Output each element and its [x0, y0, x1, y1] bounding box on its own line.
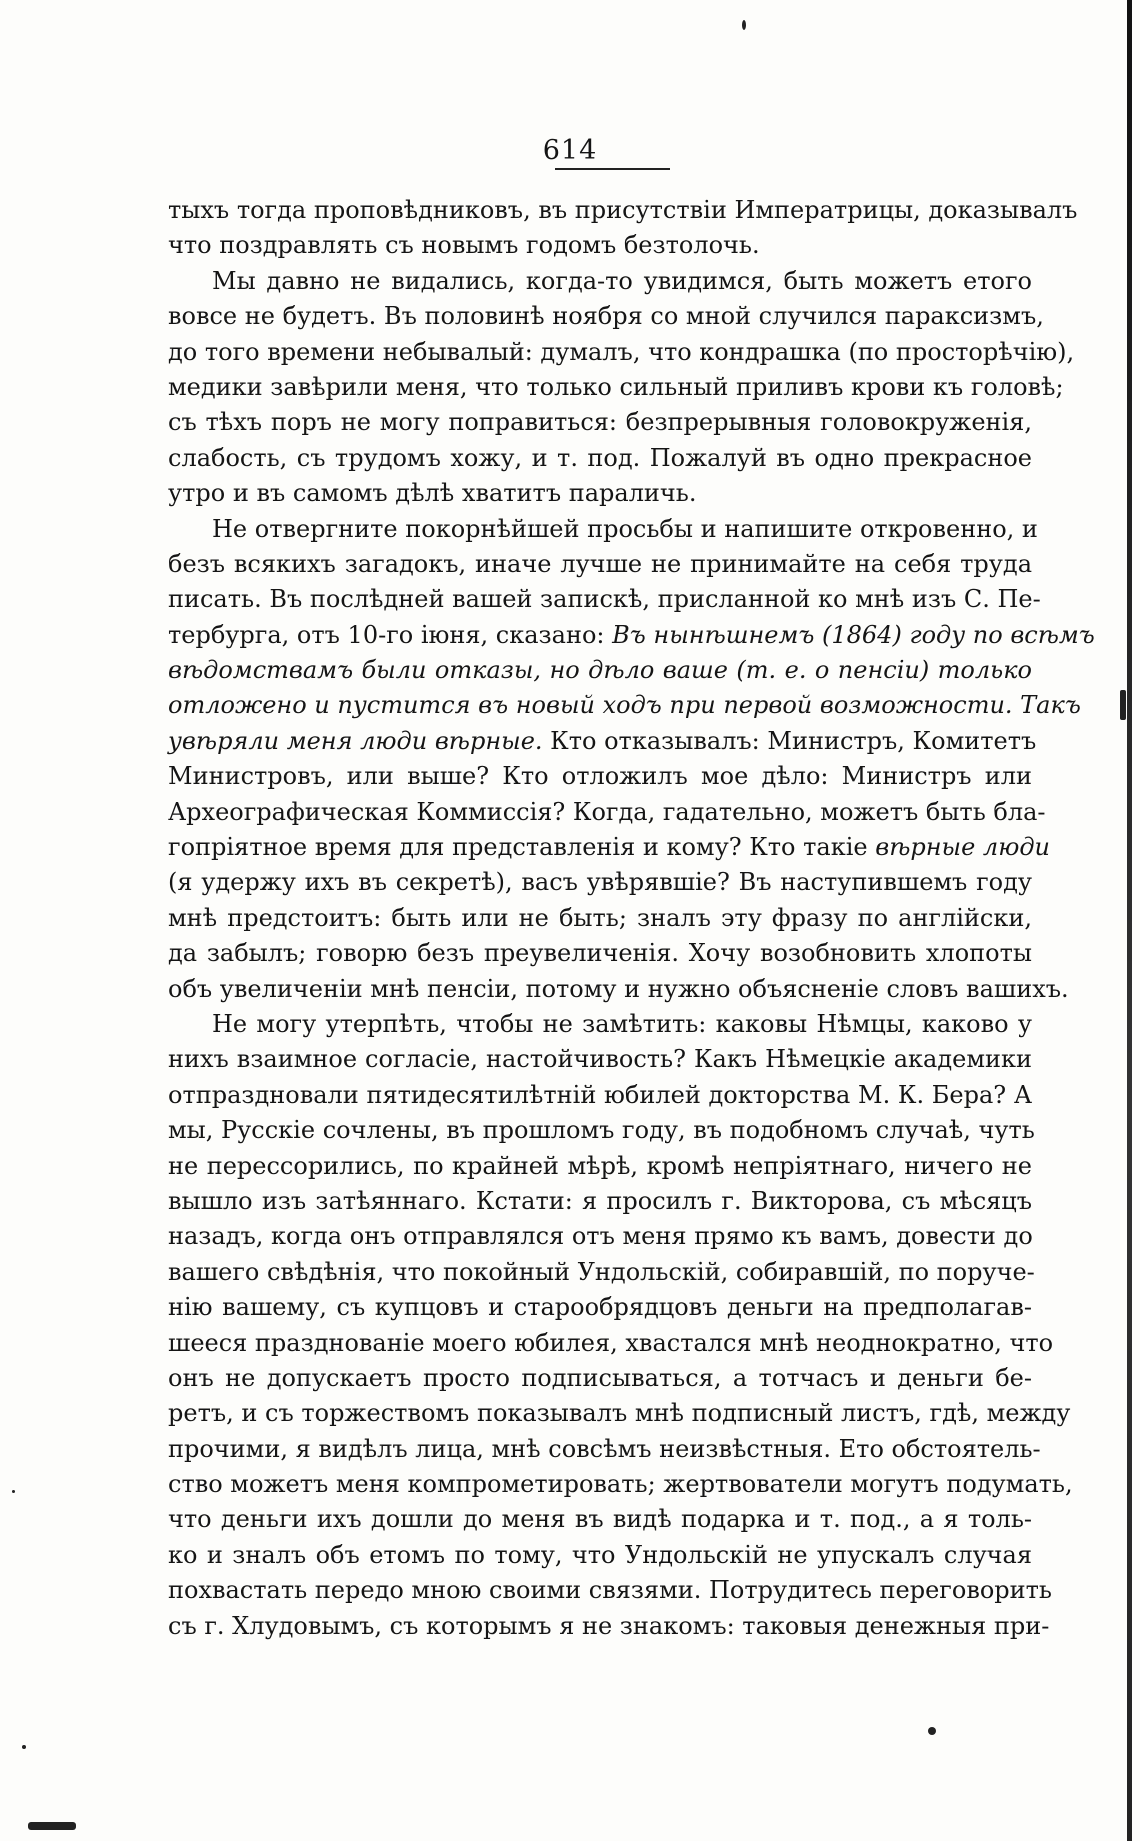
line-text: медики завѣрили меня, что только сильный приливъ крови къ головѣ;: [168, 372, 1064, 401]
line-italic-text: отложено и пустится въ новый ходъ при первой возможности. Такъ: [168, 691, 1081, 720]
line-text: ко и зналъ объ етомъ по тому, что Ундольскій не упускалъ случая: [168, 1540, 1032, 1569]
text-line: [168, 688, 1081, 723]
line-text: что поздравлять съ новымъ годомъ безтолочь.: [168, 231, 760, 260]
text-line: [168, 1326, 1054, 1361]
line-text: до того времени небывалый: думалъ, что кондрашка (по просторѣчію),: [168, 337, 1075, 366]
ink-smudge: [28, 1822, 76, 1830]
line-text: писать. Въ послѣдней вашей запискѣ, присланной ко мнѣ изъ С. Пе-: [168, 585, 1041, 614]
line-text: нихъ взаимное согласіе, настойчивость? Какъ Нѣмецкіе академики: [168, 1045, 1032, 1074]
line-text: Мы давно не видались, когда-то увидимся, быть можетъ етого: [212, 266, 1032, 295]
line-italic-text: вѣрные люди: [875, 833, 1051, 862]
line-text: похвастать передо мною своими связями. Потрудитесь переговорить: [168, 1576, 1052, 1605]
line-text: тыхъ тогда проповѣдниковъ, въ присутствіи Императрицы, доказывалъ: [168, 196, 1078, 224]
text-line: [168, 264, 1032, 299]
ink-speck: [1120, 690, 1126, 720]
text-line: [168, 335, 1075, 370]
text-line: [168, 1573, 1052, 1608]
text-line: [168, 1467, 1073, 1502]
line-text: Не отвергните покорнѣйшей просьбы и напишите откровенно, и: [212, 514, 1038, 543]
line-text: Министровъ, или выше? Кто отложилъ мое дѣло: Министръ или: [168, 762, 1032, 791]
text-line: [168, 618, 1095, 653]
text-line: [168, 1290, 1032, 1325]
text-line: [168, 1432, 1041, 1467]
line-text: вовсе не будетъ. Въ половинѣ ноября со мной случился параксизмъ,: [168, 302, 1044, 331]
ink-speck: [12, 1490, 15, 1493]
line-italic-text: Въ нынѣшнемъ (1864) году по всѣмъ: [612, 620, 1095, 649]
text-line: [168, 1078, 1032, 1113]
line-text: прочими, я видѣлъ лица, мнѣ совсѣмъ неизвѣстныя. Ето обстоятель-: [168, 1434, 1041, 1463]
ink-speck: [928, 1727, 936, 1735]
line-text: Археографическая Коммиссія? Когда, гадательно, можетъ быть бла-: [168, 797, 1046, 826]
line-text: нію вашему, съ купцовъ и старообрядцовъ деньги на предполагав-: [168, 1293, 1032, 1322]
text-line: [168, 936, 1032, 971]
text-line: [168, 405, 1032, 440]
line-text: объ увеличеніи мнѣ пенсіи, потому и нужно объясненіе словъ вашихъ.: [168, 974, 1069, 1003]
text-line: [168, 901, 1032, 936]
line-text: ство можетъ меня компрометировать; жертвователи могутъ подумать,: [168, 1470, 1073, 1499]
line-text: отпраздновали пятидесятилѣтній юбилей докторства М. К. Бера? А: [168, 1080, 1032, 1109]
line-text: шееся празднованіе моего юбилея, хвастался мнѣ неоднократно, что: [168, 1328, 1054, 1357]
text-line: [168, 1361, 1032, 1396]
body-text: [168, 193, 1095, 1644]
page-binding-edge: [1127, 0, 1132, 1841]
line-text: (я удержу ихъ въ секретѣ), васъ увѣрявшіе? Въ наступившемъ году: [168, 868, 1032, 897]
text-line: [168, 759, 1032, 794]
line-text: не перессорились, по крайней мѣрѣ, кромѣ непріятнаго, ничего не: [168, 1151, 1032, 1180]
text-line: [168, 547, 1032, 582]
line-text: тербурга, отъ 10-го іюня, сказано:: [168, 620, 605, 649]
text-line: [168, 1502, 1032, 1537]
text-line: [168, 441, 1032, 476]
line-text: съ г. Хлудовымъ, съ которымъ я не знакомъ: таковыя денежныя при-: [168, 1611, 1050, 1640]
text-line: [168, 1219, 1032, 1254]
text-line: [168, 1538, 1032, 1573]
text-line: [168, 582, 1041, 617]
text-line: [168, 1007, 1032, 1042]
text-line: [168, 228, 1032, 263]
line-text: безъ всякихъ загадокъ, иначе лучше не принимайте на себя труда: [168, 549, 1032, 578]
text-line: [168, 830, 1051, 865]
text-line: [168, 653, 1032, 688]
text-line: [168, 1609, 1050, 1644]
text-line: [168, 370, 1064, 405]
text-line: [168, 1184, 1032, 1219]
line-text: гопріятное время для представленія и кому? Кто такіе: [168, 833, 868, 862]
line-text: мы, Русскіе сочлены, въ прошломъ году, въ подобномъ случаѣ, чуть: [168, 1116, 1035, 1145]
line-italic-text: вѣдомствамъ были отказы, но дѣло ваше (т. е. о пенсіи) только: [168, 656, 1032, 685]
text-line: [168, 512, 1038, 547]
line-text: вашего свѣдѣнія, что покойный Ундольскій, собиравшій, по поруче-: [168, 1257, 1035, 1286]
line-text: назадъ, когда онъ отправлялся отъ меня прямо къ вамъ, довести до: [168, 1222, 1033, 1251]
line-text: Кто отказывалъ: Министръ, Комитетъ: [550, 726, 1037, 755]
text-line: [168, 1042, 1032, 1077]
text-line: [168, 1113, 1035, 1148]
text-line: [168, 1149, 1032, 1184]
page-number-rule: [555, 168, 670, 170]
text-line: [168, 865, 1032, 900]
line-text: вышло изъ затѣяннаго. Кстати: я просилъ г. Викторова, съ мѣсяцъ: [168, 1186, 1032, 1215]
text-line: [168, 299, 1044, 334]
text-line: [168, 972, 1069, 1007]
page-number: 614: [542, 135, 598, 166]
line-text: слабость, съ трудомъ хожу, и т. под. Пожалуй въ одно прекрасное: [168, 443, 1032, 472]
line-text: мнѣ предстоитъ: быть или не быть; зналъ эту фразу по англійски,: [168, 903, 1032, 932]
line-text: Не могу утерпѣть, чтобы не замѣтить: каковы Нѣмцы, каково у: [212, 1009, 1032, 1038]
line-text: онъ не допускаетъ просто подписываться, а тотчасъ и деньги бе-: [168, 1363, 1032, 1392]
line-text: съ тѣхъ поръ не могу поправиться: безпрерывныя головокруженія,: [168, 408, 1032, 437]
text-line: [168, 1255, 1035, 1290]
text-line: [168, 795, 1046, 830]
line-text: что деньги ихъ дошли до меня въ видѣ подарка и т. под., а я толь-: [168, 1505, 1032, 1534]
text-line: [168, 724, 1037, 759]
line-text: да забылъ; говорю безъ преувеличенія. Хочу возобновить хлопоты: [168, 939, 1032, 968]
text-line: [168, 1396, 1071, 1431]
line-text: ретъ, и съ торжествомъ показывалъ мнѣ подписный листъ, гдѣ, между: [168, 1399, 1071, 1428]
ink-speck: [22, 1745, 26, 1749]
line-text: утро и въ самомъ дѣлѣ хватитъ параличь.: [168, 479, 697, 508]
text-line: [168, 476, 1032, 511]
ink-speck: [742, 20, 746, 30]
text-line: [168, 193, 1078, 228]
line-italic-text: увѣряли меня люди вѣрные.: [168, 726, 543, 755]
